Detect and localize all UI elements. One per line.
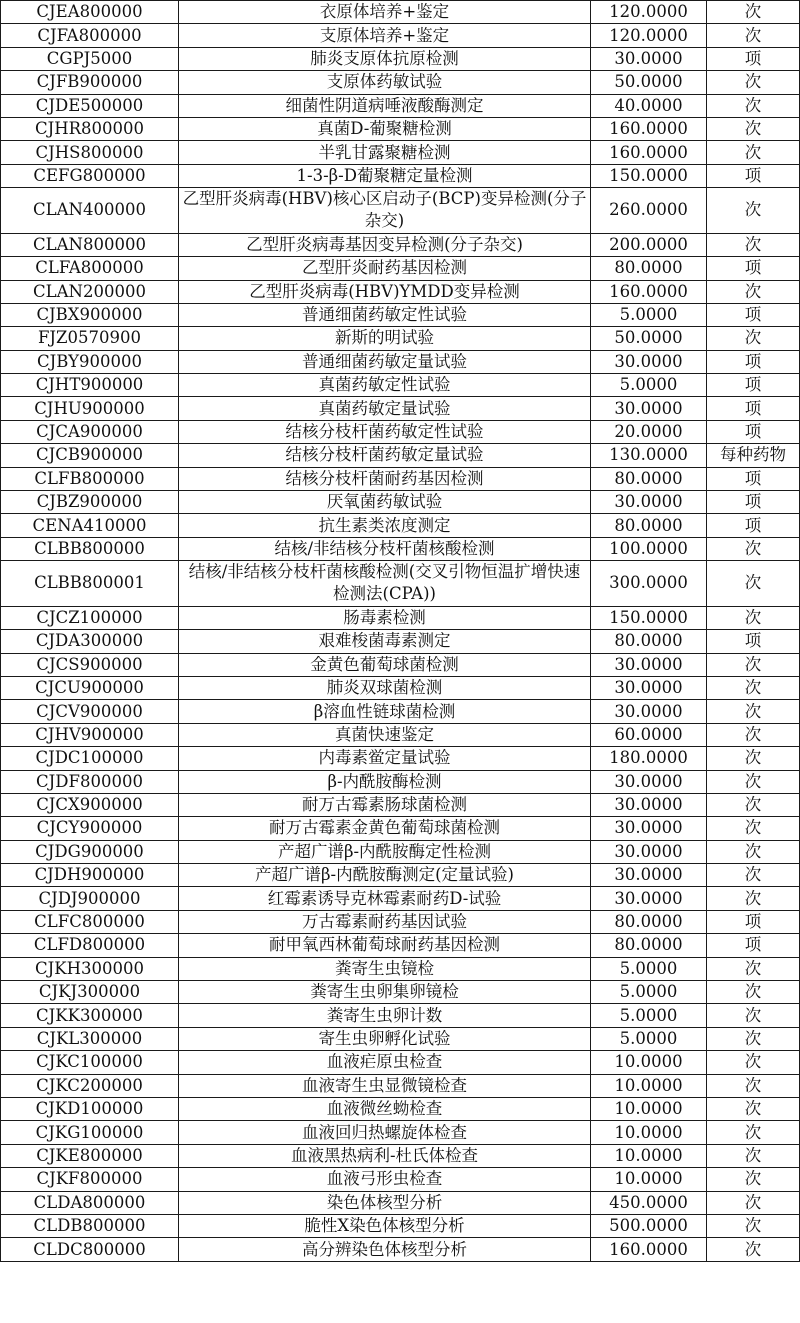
item-price-cell: 160.0000 [591,1238,707,1261]
item-price-cell: 30.0000 [591,840,707,863]
item-unit-cell: 项 [707,420,800,443]
item-code-cell: CLFB800000 [1,467,179,490]
item-name-cell: 支原体药敏试验 [179,71,591,94]
table-row [1,280,800,303]
item-price-cell: 5.0000 [591,1004,707,1027]
item-code-cell: CJHT900000 [1,374,179,397]
item-unit-cell: 次 [707,864,800,887]
item-price-cell: 5.0000 [591,981,707,1004]
item-code-cell: CJDC100000 [1,747,179,770]
item-unit-cell: 次 [707,24,800,47]
item-unit-cell: 次 [707,840,800,863]
table-row [1,188,800,234]
table-row [1,723,800,746]
item-price-cell: 160.0000 [591,280,707,303]
item-price-cell: 80.0000 [591,934,707,957]
item-name-cell: 乙型肝炎病毒(HBV)YMDD变异检测 [179,280,591,303]
item-code-cell: CJKG100000 [1,1121,179,1144]
item-name-cell: 结核/非结核分枝杆菌核酸检测 [179,537,591,560]
table-row [1,1144,800,1167]
item-code-cell: CGPJ5000 [1,47,179,70]
item-price-cell: 5.0000 [591,374,707,397]
item-code-cell: CJDA300000 [1,630,179,653]
table-row [1,957,800,980]
item-price-cell: 80.0000 [591,257,707,280]
item-unit-cell: 项 [707,397,800,420]
table-row [1,141,800,164]
item-unit-cell: 次 [707,537,800,560]
item-name-cell: β溶血性链球菌检测 [179,700,591,723]
item-name-cell: 肺炎支原体抗原检测 [179,47,591,70]
item-name-cell: 真菌快速鉴定 [179,723,591,746]
item-price-cell: 260.0000 [591,188,707,234]
item-code-cell: CJDE500000 [1,94,179,117]
item-name-cell: 抗生素类浓度测定 [179,514,591,537]
item-code-cell: CJEA800000 [1,1,179,24]
item-code-cell: CJKK300000 [1,1004,179,1027]
table-row [1,491,800,514]
item-code-cell: CLBB800000 [1,537,179,560]
item-name-cell: 新斯的明试验 [179,327,591,350]
item-price-cell: 30.0000 [591,491,707,514]
table-row [1,467,800,490]
item-name-cell: 乙型肝炎病毒(HBV)核心区启动子(BCP)变异检测(分子杂交) [179,188,591,234]
item-name-cell: 内毒素鲎定量试验 [179,747,591,770]
item-unit-cell: 次 [707,141,800,164]
table-row [1,630,800,653]
item-unit-cell: 次 [707,1,800,24]
item-name-cell: 血液回归热螺旋体检查 [179,1121,591,1144]
item-code-cell: CJCZ100000 [1,606,179,629]
item-price-cell: 160.0000 [591,117,707,140]
item-name-cell: 产超广谱β-内酰胺酶测定(定量试验) [179,864,591,887]
table-row [1,910,800,933]
table-row [1,747,800,770]
item-unit-cell: 项 [707,491,800,514]
item-code-cell: CJKF800000 [1,1168,179,1191]
item-name-cell: 金黄色葡萄球菌检测 [179,653,591,676]
item-code-cell: CJCB900000 [1,444,179,467]
item-price-cell: 300.0000 [591,561,707,607]
item-name-cell: 结核/非结核分枝杆菌核酸检测(交叉引物恒温扩增快速检测法(CPA)) [179,561,591,607]
table-row [1,981,800,1004]
table-row [1,1004,800,1027]
item-price-cell: 30.0000 [591,350,707,373]
item-code-cell: FJZ0570900 [1,327,179,350]
item-unit-cell: 项 [707,47,800,70]
item-unit-cell: 次 [707,793,800,816]
table-row [1,1191,800,1214]
item-code-cell: CENA410000 [1,514,179,537]
item-price-cell: 40.0000 [591,94,707,117]
table-row [1,350,800,373]
item-name-cell: 粪寄生虫镜检 [179,957,591,980]
item-unit-cell: 次 [707,653,800,676]
item-unit-cell: 项 [707,374,800,397]
item-unit-cell: 次 [707,887,800,910]
item-code-cell: CJBY900000 [1,350,179,373]
table-row [1,397,800,420]
table-row [1,817,800,840]
item-price-cell: 10.0000 [591,1051,707,1074]
item-code-cell: CJKC100000 [1,1051,179,1074]
table-row [1,1168,800,1191]
item-unit-cell: 次 [707,94,800,117]
item-name-cell: 1-3-β-D葡聚糖定量检测 [179,164,591,187]
item-code-cell: CJKH300000 [1,957,179,980]
item-name-cell: 血液黑热病利-杜氏体检查 [179,1144,591,1167]
item-unit-cell: 次 [707,1238,800,1261]
item-code-cell: CJKC200000 [1,1074,179,1097]
item-price-cell: 20.0000 [591,420,707,443]
item-price-cell: 30.0000 [591,887,707,910]
item-unit-cell: 项 [707,514,800,537]
item-code-cell: CJHU900000 [1,397,179,420]
item-code-cell: CJCU900000 [1,676,179,699]
item-price-cell: 30.0000 [591,793,707,816]
item-unit-cell: 次 [707,117,800,140]
item-code-cell: CLBB800001 [1,561,179,607]
item-name-cell: 耐万古霉素金黄色葡萄球菌检测 [179,817,591,840]
item-code-cell: CJHS800000 [1,141,179,164]
table-row [1,24,800,47]
item-name-cell: 万古霉素耐药基因试验 [179,910,591,933]
table-row [1,233,800,256]
item-price-cell: 80.0000 [591,910,707,933]
table-row [1,117,800,140]
table-row [1,303,800,326]
table-row [1,864,800,887]
table-row [1,164,800,187]
item-name-cell: 血液微丝蚴检查 [179,1097,591,1120]
item-code-cell: CJCX900000 [1,793,179,816]
item-price-cell: 10.0000 [591,1097,707,1120]
item-unit-cell: 次 [707,817,800,840]
item-price-cell: 30.0000 [591,770,707,793]
item-unit-cell: 次 [707,327,800,350]
item-code-cell: CLDB800000 [1,1214,179,1237]
item-code-cell: CLDC800000 [1,1238,179,1261]
table-row [1,1238,800,1261]
table-row [1,1214,800,1237]
item-price-cell: 30.0000 [591,397,707,420]
item-unit-cell: 项 [707,164,800,187]
table-row [1,840,800,863]
table-row [1,653,800,676]
item-name-cell: 寄生虫卵孵化试验 [179,1027,591,1050]
item-price-cell: 450.0000 [591,1191,707,1214]
item-code-cell: CJBZ900000 [1,491,179,514]
item-code-cell: CJDG900000 [1,840,179,863]
item-name-cell: 乙型肝炎耐药基因检测 [179,257,591,280]
item-name-cell: 肺炎双球菌检测 [179,676,591,699]
item-unit-cell: 项 [707,467,800,490]
item-name-cell: 真菌药敏定量试验 [179,397,591,420]
item-code-cell: CJDF800000 [1,770,179,793]
item-name-cell: 乙型肝炎病毒基因变异检测(分子杂交) [179,233,591,256]
item-unit-cell: 次 [707,1168,800,1191]
item-name-cell: 脆性X染色体核型分析 [179,1214,591,1237]
table-row [1,700,800,723]
table-row [1,934,800,957]
item-name-cell: 红霉素诱导克林霉素耐药D-试验 [179,887,591,910]
item-code-cell: CJKL300000 [1,1027,179,1050]
item-price-cell: 5.0000 [591,303,707,326]
item-unit-cell: 次 [707,770,800,793]
item-unit-cell: 次 [707,1004,800,1027]
item-price-cell: 120.0000 [591,1,707,24]
item-code-cell: CLFC800000 [1,910,179,933]
item-price-cell: 30.0000 [591,817,707,840]
item-name-cell: 产超广谱β-内酰胺酶定性检测 [179,840,591,863]
item-name-cell: 耐甲氧西林葡萄球耐药基因检测 [179,934,591,957]
item-name-cell: 衣原体培养+鉴定 [179,1,591,24]
item-code-cell: CJHV900000 [1,723,179,746]
item-unit-cell: 次 [707,723,800,746]
item-unit-cell: 次 [707,188,800,234]
item-unit-cell: 次 [707,233,800,256]
item-price-cell: 30.0000 [591,864,707,887]
item-code-cell: CJKD100000 [1,1097,179,1120]
item-unit-cell: 项 [707,350,800,373]
item-price-cell: 100.0000 [591,537,707,560]
table-row [1,1,800,24]
item-code-cell: CJBX900000 [1,303,179,326]
item-code-cell: CLAN200000 [1,280,179,303]
table-row [1,374,800,397]
table-row [1,676,800,699]
table-row [1,257,800,280]
item-code-cell: CJCV900000 [1,700,179,723]
fee-table-body [1,1,800,1262]
item-name-cell: 结核分枝杆菌药敏定性试验 [179,420,591,443]
item-code-cell: CJDH900000 [1,864,179,887]
table-row [1,1121,800,1144]
item-unit-cell: 次 [707,1214,800,1237]
item-name-cell: 血液寄生虫显微镜检查 [179,1074,591,1097]
item-code-cell: CJKJ300000 [1,981,179,1004]
item-name-cell: 细菌性阴道病唾液酸酶测定 [179,94,591,117]
item-unit-cell: 次 [707,1121,800,1144]
table-row [1,1097,800,1120]
item-unit-cell: 项 [707,910,800,933]
item-unit-cell: 次 [707,1074,800,1097]
item-code-cell: CJFA800000 [1,24,179,47]
item-name-cell: 粪寄生虫卵计数 [179,1004,591,1027]
item-price-cell: 60.0000 [591,723,707,746]
item-name-cell: 血液疟原虫检查 [179,1051,591,1074]
item-name-cell: 厌氧菌药敏试验 [179,491,591,514]
table-row [1,420,800,443]
item-unit-cell: 次 [707,747,800,770]
item-name-cell: 真菌D-葡聚糖检测 [179,117,591,140]
item-unit-cell: 次 [707,957,800,980]
table-row [1,327,800,350]
table-row [1,770,800,793]
item-unit-cell: 次 [707,1191,800,1214]
item-price-cell: 30.0000 [591,47,707,70]
item-name-cell: 半乳甘露聚糖检测 [179,141,591,164]
item-name-cell: 结核分枝杆菌耐药基因检测 [179,467,591,490]
item-unit-cell: 次 [707,1051,800,1074]
item-unit-cell: 次 [707,280,800,303]
item-unit-cell: 次 [707,1144,800,1167]
item-name-cell: 普通细菌药敏定性试验 [179,303,591,326]
item-unit-cell: 项 [707,257,800,280]
table-row [1,561,800,607]
item-name-cell: 血液弓形虫检查 [179,1168,591,1191]
item-price-cell: 10.0000 [591,1144,707,1167]
item-price-cell: 50.0000 [591,71,707,94]
item-code-cell: CLFA800000 [1,257,179,280]
item-unit-cell: 次 [707,981,800,1004]
item-name-cell: 艰难梭菌毒素测定 [179,630,591,653]
item-price-cell: 80.0000 [591,630,707,653]
item-price-cell: 120.0000 [591,24,707,47]
item-unit-cell: 次 [707,700,800,723]
item-unit-cell: 每种药物 [707,444,800,467]
item-code-cell: CLDA800000 [1,1191,179,1214]
item-code-cell: CJHR800000 [1,117,179,140]
table-row [1,444,800,467]
item-unit-cell: 次 [707,606,800,629]
item-price-cell: 150.0000 [591,164,707,187]
item-price-cell: 160.0000 [591,141,707,164]
table-row [1,606,800,629]
item-name-cell: 真菌药敏定性试验 [179,374,591,397]
item-unit-cell: 项 [707,303,800,326]
item-price-cell: 500.0000 [591,1214,707,1237]
item-code-cell: CJDJ900000 [1,887,179,910]
item-name-cell: 普通细菌药敏定量试验 [179,350,591,373]
table-row [1,71,800,94]
item-code-cell: CLAN800000 [1,233,179,256]
table-row [1,94,800,117]
item-unit-cell: 次 [707,676,800,699]
item-name-cell: 支原体培养+鉴定 [179,24,591,47]
item-price-cell: 5.0000 [591,957,707,980]
item-price-cell: 200.0000 [591,233,707,256]
item-price-cell: 5.0000 [591,1027,707,1050]
table-row [1,47,800,70]
table-row [1,1027,800,1050]
item-price-cell: 30.0000 [591,653,707,676]
table-row [1,1074,800,1097]
item-unit-cell: 项 [707,934,800,957]
item-price-cell: 30.0000 [591,700,707,723]
item-price-cell: 50.0000 [591,327,707,350]
item-price-cell: 130.0000 [591,444,707,467]
item-code-cell: CJFB900000 [1,71,179,94]
item-code-cell: CJCS900000 [1,653,179,676]
item-name-cell: 染色体核型分析 [179,1191,591,1214]
item-code-cell: CLFD800000 [1,934,179,957]
item-price-cell: 80.0000 [591,467,707,490]
item-code-cell: CEFG800000 [1,164,179,187]
item-name-cell: 高分辨染色体核型分析 [179,1238,591,1261]
table-row [1,514,800,537]
item-unit-cell: 次 [707,1097,800,1120]
table-row [1,1051,800,1074]
item-code-cell: CLAN400000 [1,188,179,234]
table-row [1,793,800,816]
item-name-cell: 粪寄生虫卵集卵镜检 [179,981,591,1004]
item-code-cell: CJCY900000 [1,817,179,840]
item-name-cell: 结核分枝杆菌药敏定量试验 [179,444,591,467]
item-name-cell: 耐万古霉素肠球菌检测 [179,793,591,816]
item-unit-cell: 次 [707,561,800,607]
item-unit-cell: 次 [707,1027,800,1050]
item-price-cell: 10.0000 [591,1168,707,1191]
table-row [1,887,800,910]
item-unit-cell: 次 [707,71,800,94]
item-name-cell: β-内酰胺酶检测 [179,770,591,793]
item-price-cell: 10.0000 [591,1121,707,1144]
item-price-cell: 150.0000 [591,606,707,629]
item-code-cell: CJKE800000 [1,1144,179,1167]
item-price-cell: 180.0000 [591,747,707,770]
item-unit-cell: 项 [707,630,800,653]
item-price-cell: 10.0000 [591,1074,707,1097]
item-price-cell: 30.0000 [591,676,707,699]
item-price-cell: 80.0000 [591,514,707,537]
item-code-cell: CJCA900000 [1,420,179,443]
item-name-cell: 肠毒素检测 [179,606,591,629]
table-row [1,537,800,560]
